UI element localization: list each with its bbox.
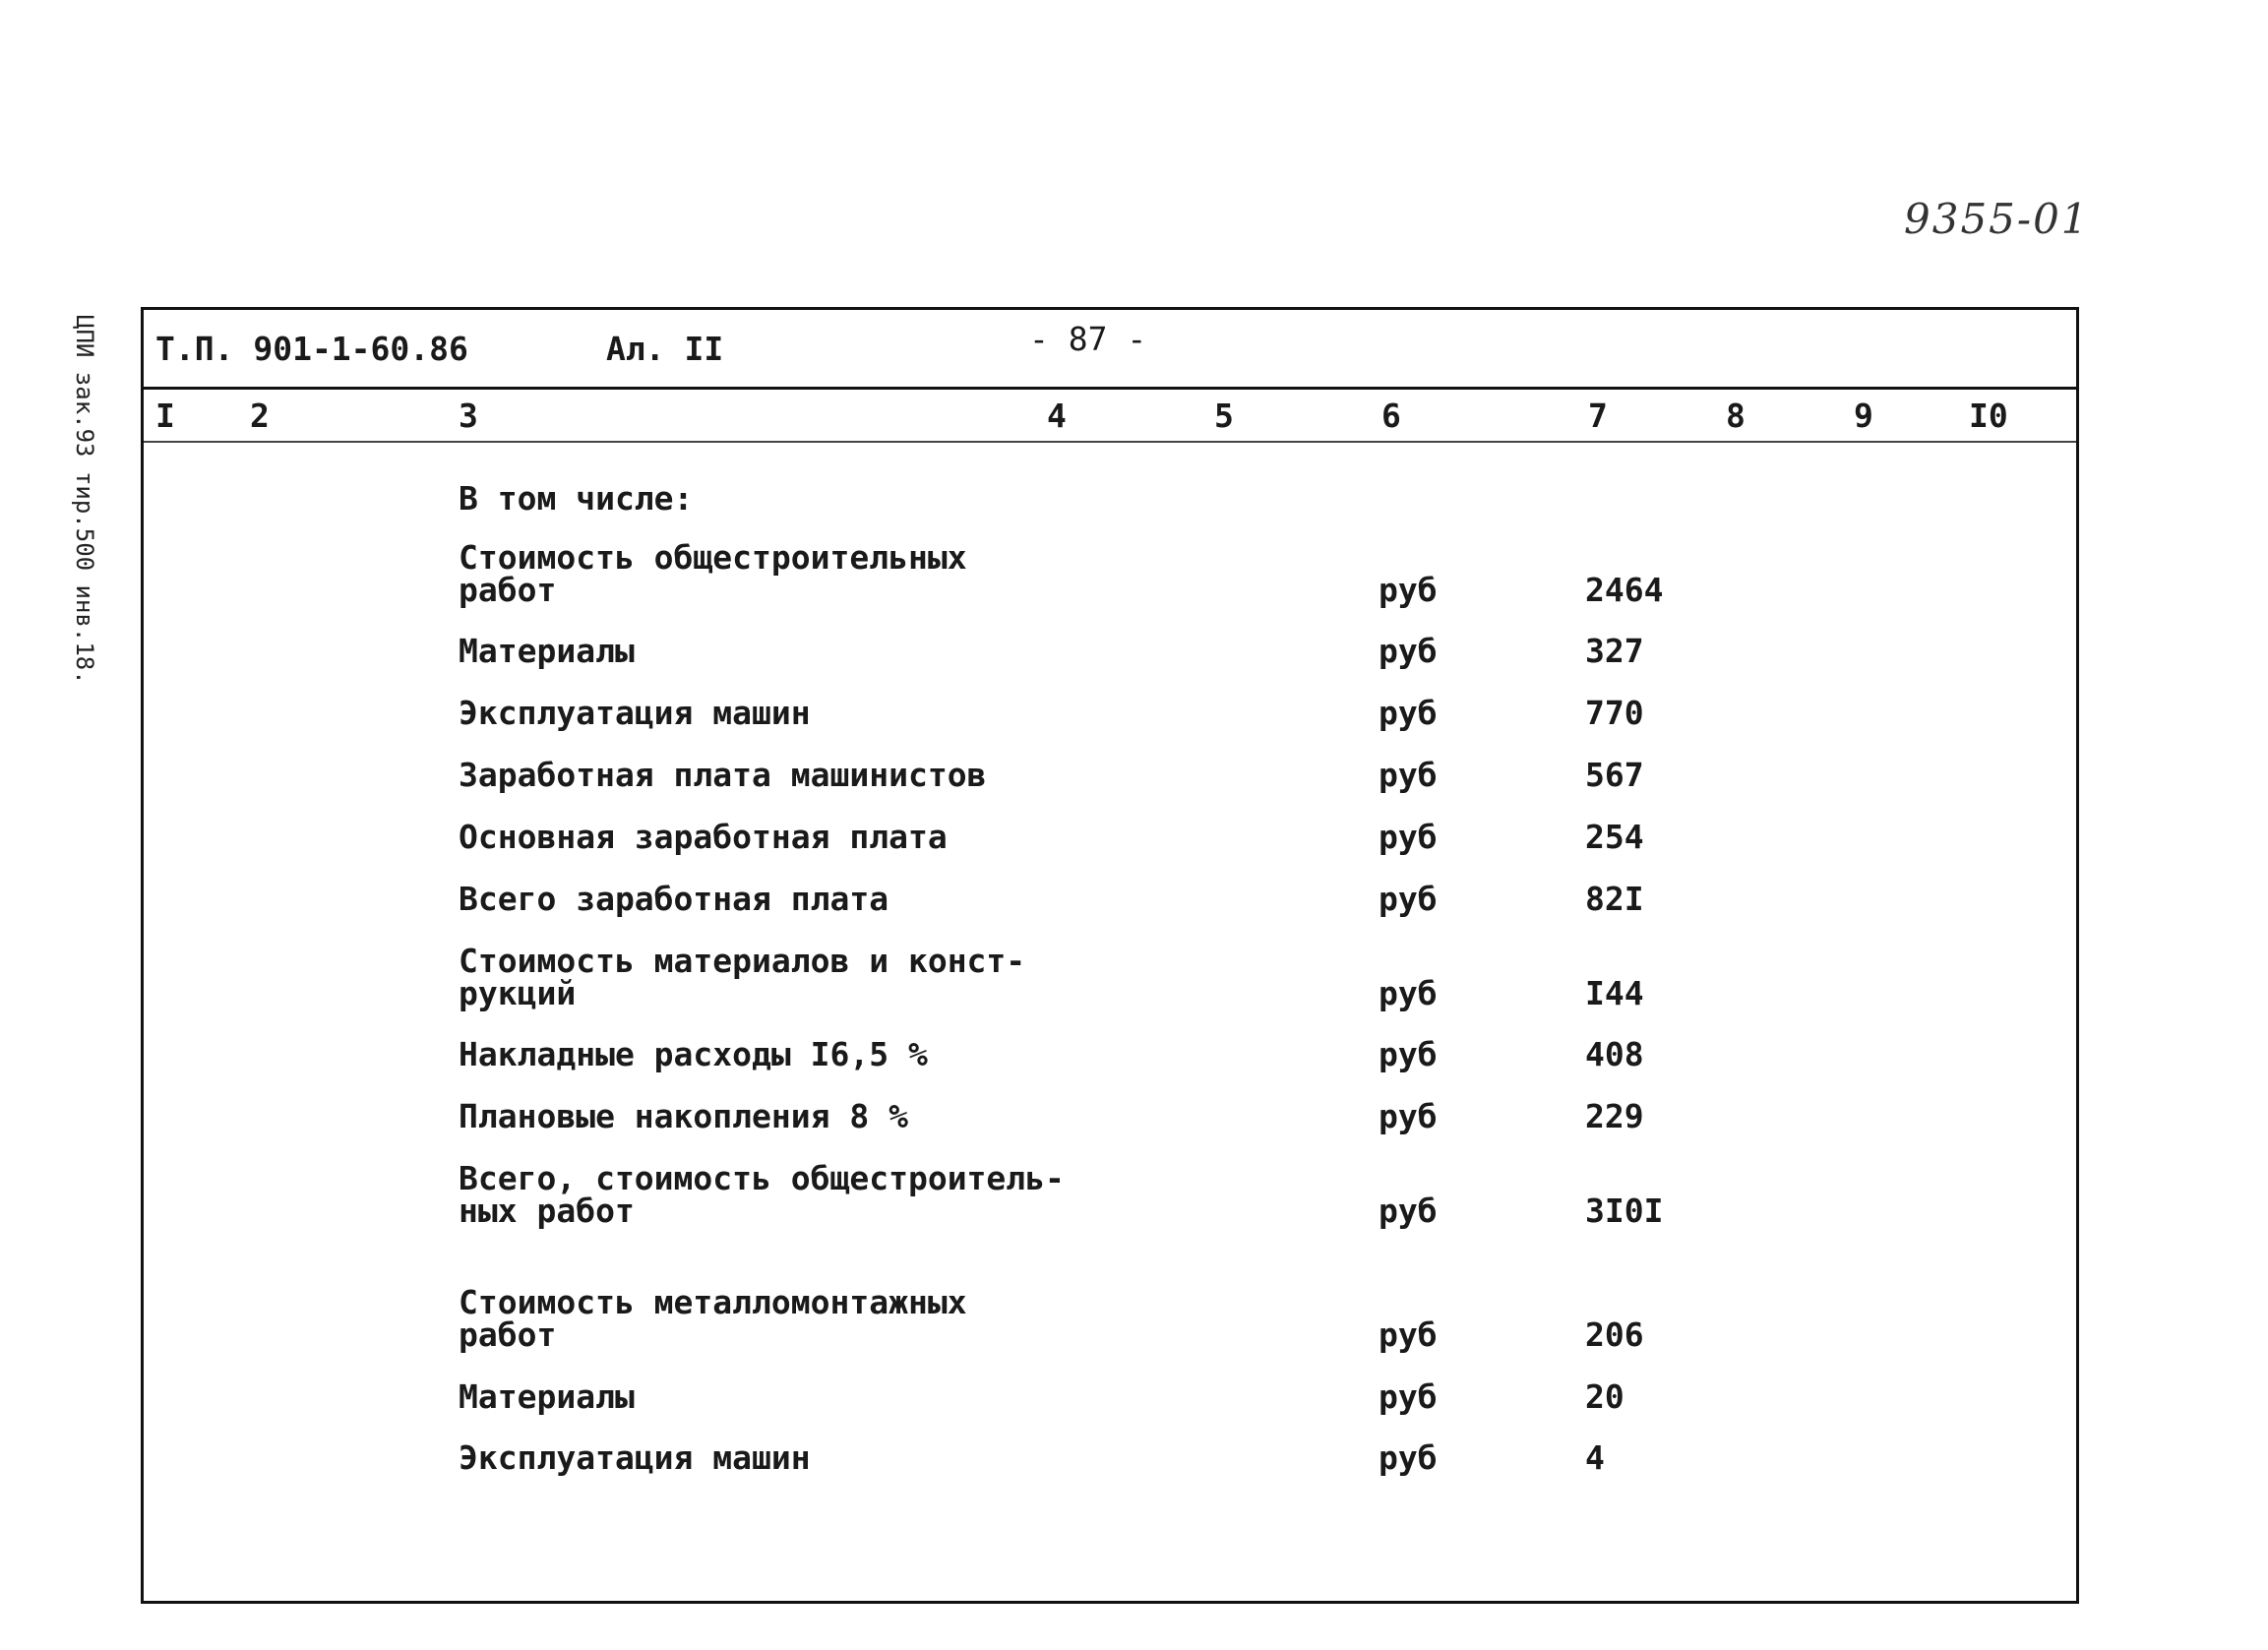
row-desc: Основная заработная плата <box>459 818 948 856</box>
project-code: Т.П. 901-1-60.86 <box>155 330 468 368</box>
row-desc: Заработная плата машинистов <box>459 756 987 794</box>
row-unit: руб <box>1379 756 1438 794</box>
row-desc: Стоимость материалов и конст- рукций <box>459 942 1026 1012</box>
row-unit: руб <box>1379 974 1438 1012</box>
row-unit: руб <box>1379 1315 1438 1354</box>
col-number-9: 9 <box>1854 397 1873 435</box>
row-unit: руб <box>1379 1192 1438 1230</box>
row-desc: Накладные расходы I6,5 % <box>459 1035 928 1073</box>
row-unit: руб <box>1379 571 1438 609</box>
row-desc: Всего заработная плата <box>459 880 889 918</box>
row-unit: руб <box>1379 632 1438 670</box>
col-number-6: 6 <box>1381 397 1401 435</box>
handwritten-note: 9355-01 <box>1904 195 2090 243</box>
row-value: I44 <box>1585 974 1644 1012</box>
row-value: 4 <box>1585 1438 1605 1477</box>
col-number-3: 3 <box>459 397 478 435</box>
row-value: 2464 <box>1585 571 1664 609</box>
row-value: 3I0I <box>1585 1192 1664 1230</box>
row-desc: Стоимость металломонтажных работ <box>459 1283 967 1354</box>
row-desc: Всего, стоимость общестроитель- ных работ <box>459 1159 1065 1230</box>
row-desc: Стоимость общестроительных работ <box>459 538 967 609</box>
col-number-8: 8 <box>1726 397 1746 435</box>
row-unit: руб <box>1379 694 1438 732</box>
col-number-7: 7 <box>1588 397 1608 435</box>
row-unit: руб <box>1379 1035 1438 1073</box>
document-frame <box>141 307 2079 1604</box>
col-number-2: 2 <box>250 397 270 435</box>
row-desc: Материалы <box>459 632 635 670</box>
side-stamp: ЦПИ зак.93 тир.500 инв.18. <box>71 315 98 685</box>
row-value: 20 <box>1585 1377 1624 1416</box>
row-value: 327 <box>1585 632 1644 670</box>
row-value: 408 <box>1585 1035 1644 1073</box>
row-desc: Эксплуатация машин <box>459 1438 811 1477</box>
row-desc: Плановые накопления 8 % <box>459 1097 908 1135</box>
row-value: 229 <box>1585 1097 1644 1135</box>
header-row <box>144 310 2076 390</box>
section-title: В том числе: <box>459 479 694 518</box>
row-unit: руб <box>1379 880 1438 918</box>
page-number: - 87 - <box>1029 320 1147 358</box>
row-unit: руб <box>1379 818 1438 856</box>
col-number-4: 4 <box>1047 397 1067 435</box>
row-unit: руб <box>1379 1377 1438 1416</box>
row-desc: Эксплуатация машин <box>459 694 811 732</box>
row-unit: руб <box>1379 1438 1438 1477</box>
col-number-10: I0 <box>1969 397 2008 435</box>
column-number-row <box>144 387 2076 443</box>
col-number-5: 5 <box>1214 397 1234 435</box>
col-number-1: I <box>155 397 175 435</box>
row-value: 567 <box>1585 756 1644 794</box>
row-value: 770 <box>1585 694 1644 732</box>
row-value: 254 <box>1585 818 1644 856</box>
row-unit: руб <box>1379 1097 1438 1135</box>
row-value: 206 <box>1585 1315 1644 1354</box>
album-label: Ал. II <box>606 330 724 368</box>
row-value: 82I <box>1585 880 1644 918</box>
row-desc: Материалы <box>459 1377 635 1416</box>
